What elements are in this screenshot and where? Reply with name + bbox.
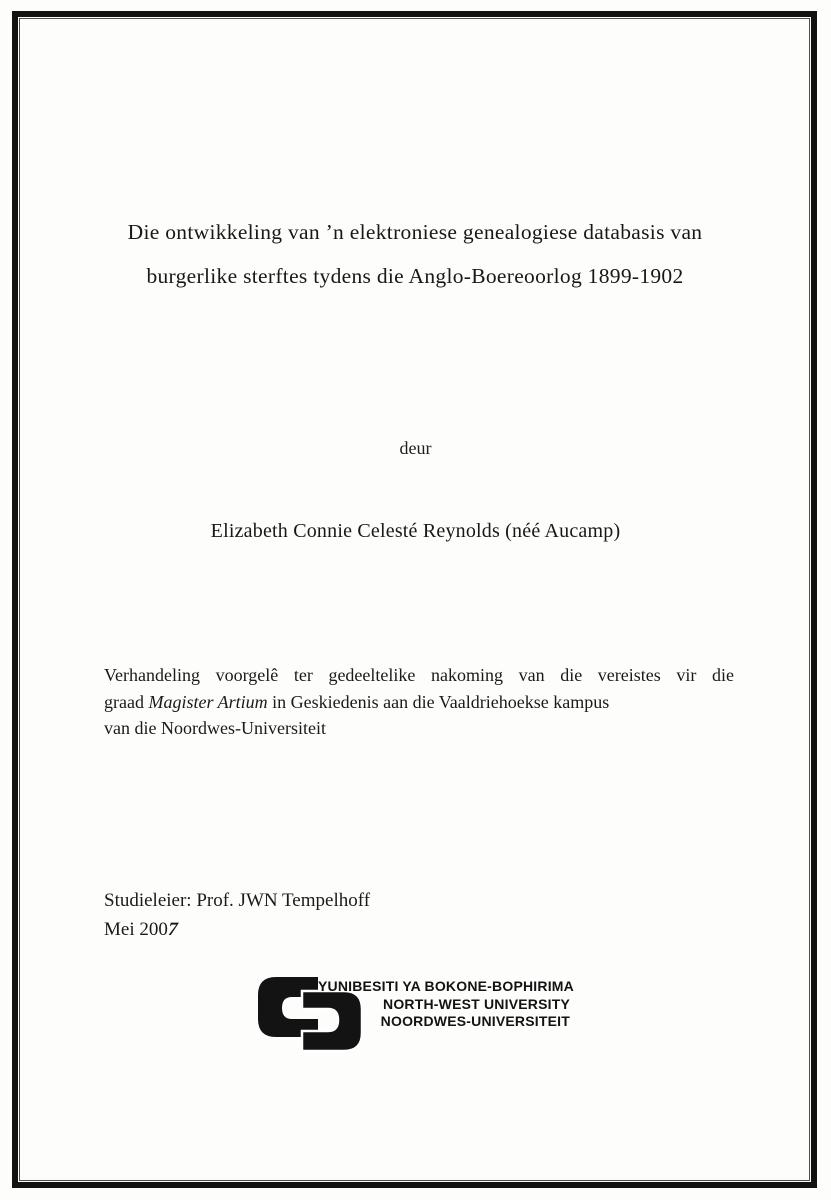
supervisor-line: Studieleier: Prof. JWN Tempelhoff <box>104 890 371 911</box>
degree-name-italic: Magister Artium <box>148 691 268 712</box>
supervisor-and-date <box>104 886 370 944</box>
submission-line-3: van die Noordwes-Universiteit <box>104 718 326 738</box>
date-suffix: 7 <box>165 919 180 940</box>
date-line <box>104 915 370 944</box>
byline-deur: deur <box>399 438 432 458</box>
thesis-title-line-1: Die ontwikkeling van ’n elektroniese genealogiese databasis van <box>127 220 703 244</box>
thesis-title <box>65 210 765 298</box>
submission-statement <box>104 662 734 742</box>
date-prefix: Mei 200 <box>104 919 168 940</box>
submission-line-2-pre: graad <box>104 691 149 712</box>
submission-line-1: Verhandeling voorgelê ter gedeeltelike nakoming van die vereistes vir die <box>104 665 734 685</box>
nwu-logo-wordmark <box>318 978 574 1031</box>
author-name: Elizabeth Connie Celesté Reynolds (néé Aucamp) <box>210 520 621 542</box>
logo-text-english: NORTH-WEST UNIVERSITY <box>383 995 570 1012</box>
submission-line-2-post: in Geskiedenis aan die Vaaldriehoekse kampus <box>267 691 610 712</box>
nwu-logo <box>258 973 588 1055</box>
submission-line-2 <box>104 689 734 716</box>
logo-text-afrikaans: NOORDWES-UNIVERSITEIT <box>380 1013 570 1029</box>
thesis-title-line-2: burgerlike sterftes tydens die Anglo-Boereoorlog 1899-1902 <box>146 264 684 288</box>
logo-text-setswana: YUNIBESITI YA BOKONE-BOPHIRIMA <box>318 978 574 994</box>
